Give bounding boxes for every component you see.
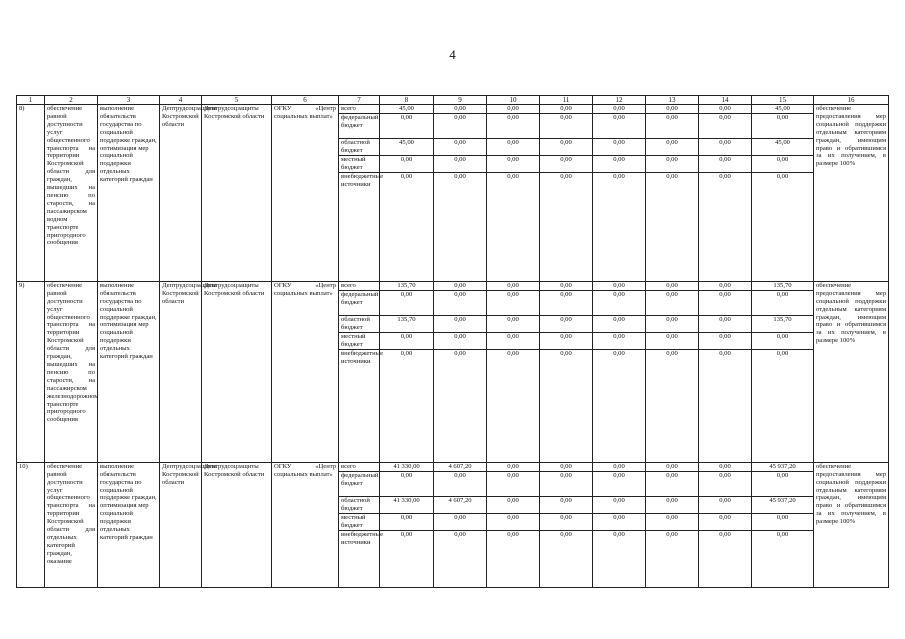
funding-value-cell: 0,00 (593, 105, 646, 114)
funding-value-cell: 0,00 (380, 471, 434, 496)
funding-value-cell: 0,00 (487, 315, 540, 332)
funding-value-cell: 0,00 (487, 138, 540, 155)
funding-value-cell: 0,00 (593, 281, 646, 290)
funding-value-cell: 0,00 (646, 496, 699, 513)
funding-value-cell: 0,00 (752, 513, 814, 530)
funding-value-cell: 0,00 (699, 155, 752, 172)
activity-name-cell: обеспечение равной доступности услуг общественного транспорта на территории Костромской области для граждан, вышедших на пенсию по старости, на пассажирском железнодорожном транспорте пригородного сообщения (45, 281, 98, 462)
funding-value-cell: 0,00 (487, 513, 540, 530)
activity-name-cell: обеспечение равной доступности услуг общественного транспорта на территории Костромской области для отдельных категорий граждан, оказание (45, 462, 98, 587)
column-number-cell: 3 (98, 96, 160, 105)
funding-source-cell: местный бюджет (339, 332, 380, 349)
funding-value-cell: 0,00 (646, 113, 699, 138)
funding-value-cell: 0,00 (487, 290, 540, 315)
funding-source-cell: всего (339, 281, 380, 290)
funding-value-cell: 0,00 (434, 138, 487, 155)
funding-value-cell: 0,00 (699, 332, 752, 349)
column-number-cell: 6 (272, 96, 339, 105)
goal-cell: выполнение обязательств государства по социальной поддержке граждан, оптимизация мер социальной поддержки отдельных категорий граждан (98, 281, 160, 462)
row-number-cell: 9) (17, 281, 45, 462)
funding-value-cell: 0,00 (487, 471, 540, 496)
funding-value-cell: 0,00 (540, 113, 593, 138)
funding-value-cell: 0,00 (699, 462, 752, 471)
funding-value-cell: 0,00 (593, 138, 646, 155)
funding-value-cell: 0,00 (487, 332, 540, 349)
funding-value-cell: 0,00 (434, 332, 487, 349)
funding-value-cell: 0,00 (487, 349, 540, 462)
funding-source-cell: областной бюджет (339, 496, 380, 513)
funding-value-cell: 0,00 (540, 471, 593, 496)
funding-value-cell: 0,00 (699, 281, 752, 290)
funding-value-cell: 135,70 (752, 281, 814, 290)
funding-source-cell: внебюджетные источники (339, 530, 380, 587)
funding-value-cell: 0,00 (646, 530, 699, 587)
funding-value-cell: 0,00 (434, 113, 487, 138)
goal-cell: выполнение обязательств государства по социальной поддержке граждан, оптимизация мер социальной поддержки отдельных категорий граждан (98, 462, 160, 587)
funding-value-cell: 0,00 (752, 349, 814, 462)
funding-value-cell: 0,00 (593, 315, 646, 332)
funding-value-cell: 0,00 (646, 462, 699, 471)
row-number-cell: 10) (17, 462, 45, 587)
funding-value-cell: 135,70 (380, 315, 434, 332)
funding-value-cell: 0,00 (434, 155, 487, 172)
funding-value-cell: 0,00 (380, 155, 434, 172)
funding-value-cell: 0,00 (380, 290, 434, 315)
funding-value-cell: 0,00 (540, 290, 593, 315)
funding-value-cell: 0,00 (752, 471, 814, 496)
funding-value-cell: 0,00 (646, 290, 699, 315)
funding-value-cell: 0,00 (646, 138, 699, 155)
funding-value-cell: 0,00 (487, 113, 540, 138)
funding-value-cell: 0,00 (593, 496, 646, 513)
funding-value-cell: 0,00 (699, 290, 752, 315)
funding-value-cell: 0,00 (487, 155, 540, 172)
funding-value-cell: 0,00 (752, 155, 814, 172)
funding-source-cell: областной бюджет (339, 138, 380, 155)
funding-value-cell: 0,00 (593, 513, 646, 530)
funding-value-cell: 0,00 (540, 513, 593, 530)
funding-value-cell: 0,00 (646, 332, 699, 349)
funding-value-cell: 4 607,20 (434, 496, 487, 513)
column-number-cell: 2 (45, 96, 98, 105)
funding-source-cell: местный бюджет (339, 155, 380, 172)
funding-source-cell: федеральный бюджет (339, 113, 380, 138)
column-number-cell: 12 (593, 96, 646, 105)
funding-value-cell: 0,00 (699, 172, 752, 281)
funding-value-cell: 0,00 (380, 332, 434, 349)
funding-value-cell: 0,00 (699, 496, 752, 513)
expected-result-cell: обеспечение предоставления мер социальной поддержки отдельным категориям граждан, имеющим право и обратившимся за их получением, в размере 100% (814, 105, 889, 282)
responsible-cell: Дептрудсоцзащиты Костромской области (160, 105, 202, 282)
funding-value-cell: 0,00 (699, 530, 752, 587)
column-number-cell: 5 (202, 96, 272, 105)
funding-source-cell: всего (339, 105, 380, 114)
column-number-cell: 15 (752, 96, 814, 105)
funding-value-cell: 0,00 (380, 530, 434, 587)
funding-value-cell: 0,00 (380, 172, 434, 281)
funding-value-cell: 0,00 (434, 471, 487, 496)
funding-source-cell: внебюджетные источники (339, 172, 380, 281)
funding-value-cell: 0,00 (434, 530, 487, 587)
funding-value-cell: 0,00 (487, 281, 540, 290)
funding-value-cell: 0,00 (434, 281, 487, 290)
funding-value-cell: 0,00 (540, 138, 593, 155)
funding-value-cell: 0,00 (540, 281, 593, 290)
column-number-cell: 7 (339, 96, 380, 105)
goal-cell: выполнение обязательств государства по социальной поддержке граждан, оптимизация мер социальной поддержки отдельных категорий граждан (98, 105, 160, 282)
coexecutor-cell: Дептрудсоцзащиты Костромской области (202, 105, 272, 282)
activity-row (17, 462, 889, 471)
funding-value-cell: 0,00 (646, 281, 699, 290)
funding-value-cell: 0,00 (752, 530, 814, 587)
funding-value-cell: 0,00 (646, 349, 699, 462)
activity-row (17, 281, 889, 290)
funding-value-cell: 0,00 (540, 530, 593, 587)
funding-value-cell: 0,00 (434, 290, 487, 315)
expected-result-cell: обеспечение предоставления мер социальной поддержки отдельным категориям граждан, имеющим право и обратившимся за их получением, в размере 100% (814, 462, 889, 587)
activity-name-cell: обеспечение равной доступности услуг общественного транспорта на территории Костромской области для граждан, вышедших на пенсию по старости, на пассажирском водном транспорте пригородного сообщения (45, 105, 98, 282)
funding-value-cell: 45,00 (380, 105, 434, 114)
coexecutor-cell: Дептрудсоцзащиты Костромской области (202, 281, 272, 462)
funding-value-cell: 0,00 (646, 105, 699, 114)
column-number-cell: 13 (646, 96, 699, 105)
funding-value-cell: 0,00 (487, 530, 540, 587)
column-number-row (17, 96, 889, 105)
funding-value-cell: 0,00 (593, 113, 646, 138)
funding-value-cell: 0,00 (752, 332, 814, 349)
funding-value-cell: 0,00 (487, 172, 540, 281)
funding-value-cell: 0,00 (540, 315, 593, 332)
funding-value-cell: 0,00 (540, 496, 593, 513)
funding-value-cell: 0,00 (593, 172, 646, 281)
funding-value-cell: 0,00 (540, 105, 593, 114)
program-activities-table (16, 95, 889, 588)
funding-value-cell: 0,00 (593, 349, 646, 462)
funding-source-cell: федеральный бюджет (339, 290, 380, 315)
funding-value-cell: 0,00 (540, 332, 593, 349)
funding-value-cell: 0,00 (434, 105, 487, 114)
funding-value-cell: 0,00 (593, 332, 646, 349)
funding-value-cell: 0,00 (380, 113, 434, 138)
funding-value-cell: 0,00 (646, 172, 699, 281)
funding-value-cell: 41 330,00 (380, 462, 434, 471)
funding-source-cell: федеральный бюджет (339, 471, 380, 496)
expected-result-cell: обеспечение предоставления мер социальной поддержки отдельным категориям граждан, имеющим право и обратившимся за их получением, в размере 100% (814, 281, 889, 462)
funding-value-cell: 0,00 (487, 496, 540, 513)
funding-value-cell: 0,00 (699, 349, 752, 462)
funding-source-cell: областной бюджет (339, 315, 380, 332)
funding-value-cell: 0,00 (434, 172, 487, 281)
funding-value-cell: 0,00 (699, 105, 752, 114)
funding-value-cell: 0,00 (540, 172, 593, 281)
funding-value-cell: 0,00 (380, 513, 434, 530)
column-number-cell: 8 (380, 96, 434, 105)
column-number-cell: 10 (487, 96, 540, 105)
funding-source-cell: местный бюджет (339, 513, 380, 530)
funding-value-cell: 0,00 (540, 462, 593, 471)
funding-value-cell: 0,00 (434, 349, 487, 462)
responsible-cell: Дептрудсоцзащиты Костромской области (160, 462, 202, 587)
column-number-cell: 11 (540, 96, 593, 105)
activity-row (17, 105, 889, 114)
funding-value-cell: 45 937,20 (752, 496, 814, 513)
funding-value-cell: 0,00 (434, 513, 487, 530)
funding-value-cell: 0,00 (593, 462, 646, 471)
funding-value-cell: 0,00 (540, 349, 593, 462)
funding-value-cell: 0,00 (699, 513, 752, 530)
funding-value-cell: 0,00 (646, 471, 699, 496)
funding-value-cell: 0,00 (593, 155, 646, 172)
funding-source-cell: всего (339, 462, 380, 471)
funding-value-cell: 0,00 (380, 349, 434, 462)
funding-value-cell: 0,00 (699, 471, 752, 496)
funding-value-cell: 0,00 (699, 138, 752, 155)
funding-value-cell: 0,00 (540, 155, 593, 172)
funding-value-cell: 0,00 (646, 155, 699, 172)
column-number-cell: 4 (160, 96, 202, 105)
funding-value-cell: 135,70 (380, 281, 434, 290)
executor-cell: ОГКУ «Центр социальных выплат» (272, 105, 339, 282)
funding-source-cell: внебюджетные источники (339, 349, 380, 462)
executor-cell: ОГКУ «Центр социальных выплат» (272, 281, 339, 462)
responsible-cell: Дептрудсоцзащиты Костромской области (160, 281, 202, 462)
funding-value-cell: 45 937,20 (752, 462, 814, 471)
funding-value-cell: 0,00 (699, 113, 752, 138)
column-number-cell: 9 (434, 96, 487, 105)
row-number-cell: 8) (17, 105, 45, 282)
funding-value-cell: 0,00 (593, 530, 646, 587)
funding-value-cell: 0,00 (434, 315, 487, 332)
column-number-cell: 14 (699, 96, 752, 105)
funding-value-cell: 0,00 (646, 513, 699, 530)
page-number: 4 (449, 47, 456, 62)
column-number-cell: 1 (17, 96, 45, 105)
funding-value-cell: 0,00 (752, 290, 814, 315)
funding-value-cell: 0,00 (487, 105, 540, 114)
funding-value-cell: 45,00 (752, 105, 814, 114)
funding-value-cell: 0,00 (487, 462, 540, 471)
funding-value-cell: 45,00 (752, 138, 814, 155)
column-number-cell: 16 (814, 96, 889, 105)
funding-value-cell: 0,00 (593, 290, 646, 315)
funding-value-cell: 0,00 (593, 471, 646, 496)
funding-value-cell: 45,00 (380, 138, 434, 155)
coexecutor-cell: Дептрудсоцзащиты Костромской области (202, 462, 272, 587)
funding-value-cell: 135,70 (752, 315, 814, 332)
funding-value-cell: 0,00 (646, 315, 699, 332)
funding-value-cell: 41 330,00 (380, 496, 434, 513)
funding-value-cell: 0,00 (699, 315, 752, 332)
funding-value-cell: 0,00 (752, 172, 814, 281)
funding-value-cell: 0,00 (752, 113, 814, 138)
executor-cell: ОГКУ «Центр социальных выплат» (272, 462, 339, 587)
funding-value-cell: 4 607,20 (434, 462, 487, 471)
